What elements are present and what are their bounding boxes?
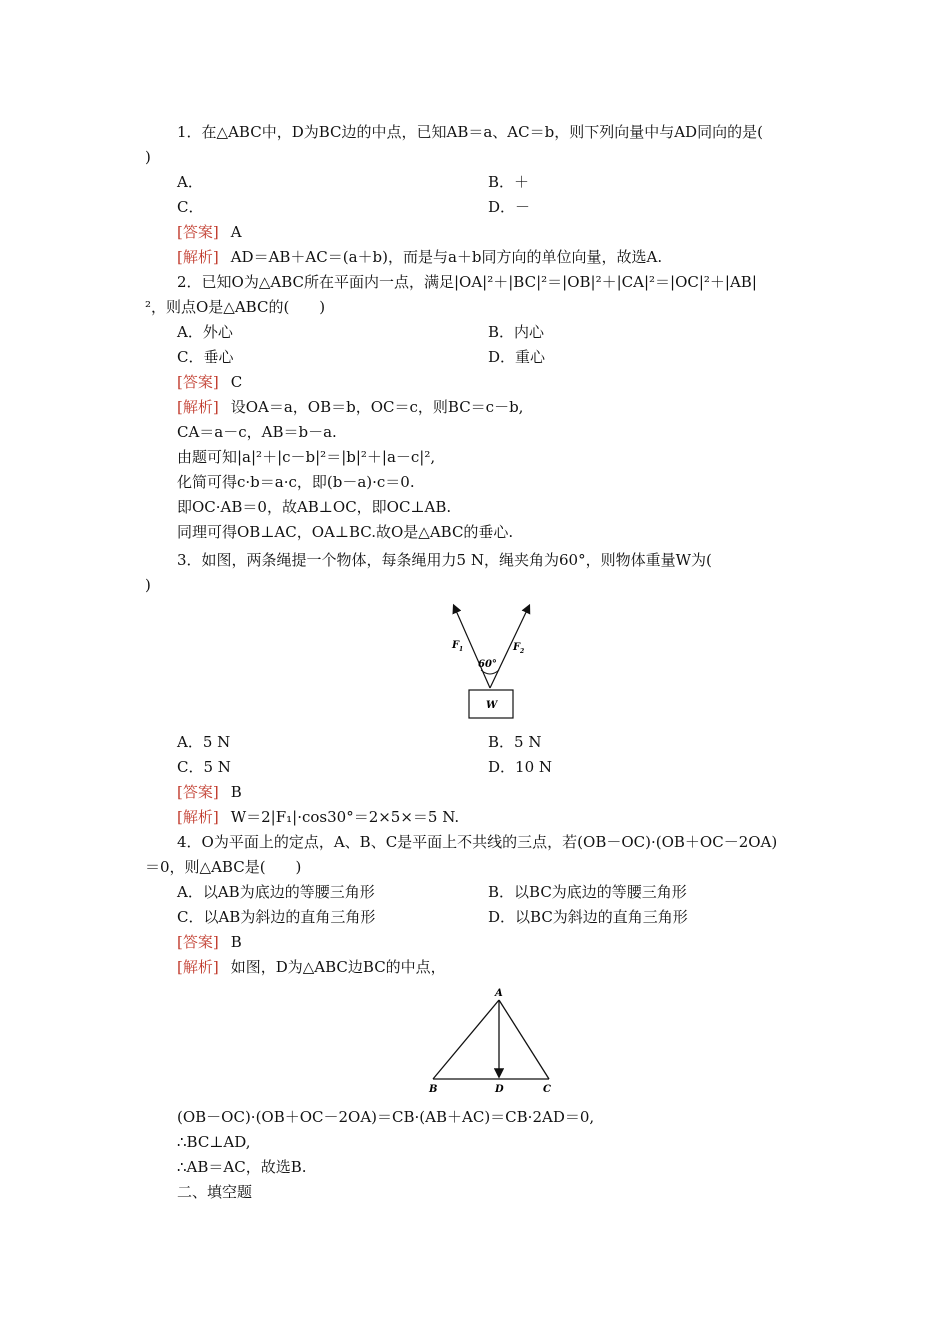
- q4-step: (OB－OC)·(OB＋OC－2OA)＝CB·(AB＋AC)＝CB·2AD＝0,: [177, 1108, 595, 1126]
- q2-step: 即OC·AB＝0，故AB⊥OC，即OC⊥AB.: [177, 498, 452, 516]
- side-ac: [499, 1000, 549, 1079]
- q4-stem-line2: ＝0，则△ABC是( ): [145, 858, 302, 876]
- answer-value: A: [230, 223, 242, 241]
- q1-analysis: [177, 245, 662, 269]
- q1-answer: [177, 220, 242, 244]
- answer-value: C: [230, 373, 243, 391]
- q1-option-b: B．＋: [488, 173, 530, 191]
- q3-answer: [177, 780, 242, 804]
- q2-step: 化简可得c·b＝a·c，即(b－a)·c＝0.: [177, 473, 415, 491]
- q2-option-c: C．垂心: [177, 348, 234, 366]
- f2-subscript: 2: [520, 648, 525, 655]
- q4-step: ∴BC⊥AD,: [177, 1133, 251, 1151]
- q3-stem-line1: 3．如图，两条绳提一个物体，每条绳用力5 N，绳夹角为60°，则物体重量W为(: [177, 551, 712, 569]
- q4-option-b: B．以BC为底边的等腰三角形: [488, 883, 687, 901]
- q4-option-d: D．以BC为斜边的直角三角形: [488, 908, 688, 926]
- vertex-a-label: A: [495, 988, 503, 999]
- answer-tag: [答案]: [177, 223, 219, 241]
- analysis-text: W＝2|F₁|·cos30°＝2×5×＝5 N.: [230, 808, 460, 826]
- q4-option-a: A．以AB为底边的等腰三角形: [177, 883, 375, 901]
- q4-answer: [177, 930, 242, 954]
- triangle-figure: [425, 984, 555, 1096]
- rope-f2-arrow: [490, 606, 529, 688]
- f2-label: F: [513, 642, 521, 653]
- q2-step: CA＝a－c，AB＝b－a.: [177, 423, 337, 441]
- weight-label: W: [486, 700, 498, 711]
- q1-stem-line2: ): [145, 148, 151, 166]
- q2-stem-line1: 2．已知O为△ABC所在平面内一点，满足|OA|²＋|BC|²＝|OB|²＋|CA|²＝|OC|²＋|AB|: [177, 273, 757, 291]
- q4-stem-line1: 4．O为平面上的定点，A、B、C是平面上不共线的三点，若(OB－OC)·(OB＋OC－2OA): [177, 833, 778, 851]
- answer-tag: [答案]: [177, 373, 219, 391]
- q3-option-b: B．5 N: [488, 733, 542, 751]
- vertex-b-label: B: [429, 1084, 438, 1095]
- q2-analysis: [177, 395, 523, 419]
- q3-option-c: C．5 N: [177, 758, 231, 776]
- q3-stem-line2: ): [145, 576, 151, 594]
- q4-analysis: [177, 955, 446, 979]
- section-heading: 二、填空题: [177, 1183, 253, 1201]
- q4-step: ∴AB＝AC，故选B.: [177, 1158, 307, 1176]
- q2-answer: [177, 370, 242, 394]
- f1-label: F: [452, 640, 460, 651]
- f1-subscript: 1: [459, 646, 464, 653]
- q1-option-c: C．: [177, 198, 204, 216]
- q3-option-a: A．5 N: [177, 733, 231, 751]
- answer-tag: [答案]: [177, 783, 219, 801]
- analysis-tag: [解析]: [177, 248, 219, 266]
- analysis-tag: [解析]: [177, 398, 219, 416]
- q3-option-d: D．10 N: [488, 758, 553, 776]
- analysis-text: 设OA＝a，OB＝b，OC＝c，则BC＝c－b,: [230, 398, 524, 416]
- q1-stem-line1: 1．在△ABC中，D为BC边的中点，已知AB＝a、AC＝b，则下列向量中与AD同向的是(: [177, 123, 763, 141]
- answer-value: B: [230, 783, 242, 801]
- answer-tag: [答案]: [177, 933, 219, 951]
- rope-force-figure: [440, 598, 550, 722]
- angle-label: 60°: [478, 659, 497, 670]
- analysis-tag: [解析]: [177, 808, 219, 826]
- q2-option-b: B．内心: [488, 323, 545, 341]
- q3-analysis: [177, 805, 459, 829]
- vertex-c-label: C: [543, 1084, 551, 1095]
- q2-step: 同理可得OB⊥AC，OA⊥BC.故O是△ABC的垂心.: [177, 523, 514, 541]
- point-d-label: D: [495, 1084, 504, 1095]
- q2-option-d: D．重心: [488, 348, 546, 366]
- q4-option-c: C．以AB为斜边的直角三角形: [177, 908, 376, 926]
- analysis-text: 如图，D为△ABC边BC的中点，: [230, 958, 446, 976]
- q2-option-a: A．外心: [177, 323, 233, 341]
- q2-stem-line2: ²，则点O是△ABC的( ): [145, 298, 326, 316]
- answer-value: B: [230, 933, 242, 951]
- side-ab: [433, 1000, 499, 1079]
- q1-option-a: A．: [177, 173, 203, 191]
- analysis-text: AD＝AB＋AC＝(a＋b)，而是与a＋b同方向的单位向量，故选A.: [230, 248, 663, 266]
- analysis-tag: [解析]: [177, 958, 219, 976]
- q1-option-d: D．－: [488, 198, 531, 216]
- q2-step: 由题可知|a|²＋|c－b|²＝|b|²＋|a－c|²,: [177, 448, 436, 466]
